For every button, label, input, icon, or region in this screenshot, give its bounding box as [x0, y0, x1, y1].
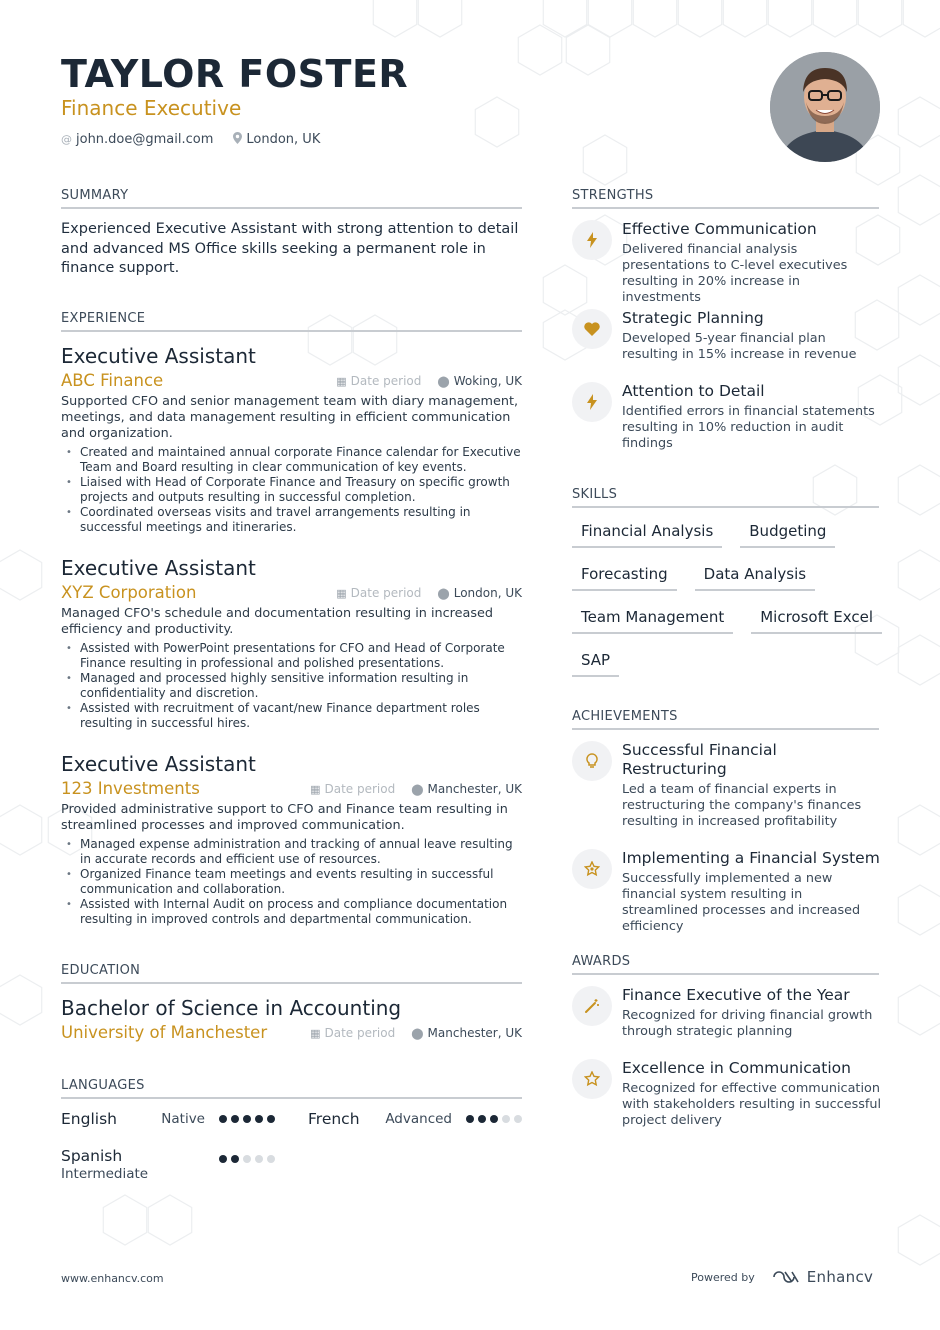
- powered-by: [691, 1268, 873, 1286]
- experience-entry: [61, 555, 522, 731]
- language-item: [308, 1110, 522, 1128]
- job-description: Provided administrative support to CFO and Finance team resulting in streamlined processes and improved communication.: [61, 802, 508, 833]
- candidate-name: TAYLOR FOSTER: [61, 52, 409, 96]
- job-bullet: • Assisted with Internal Audit on process and compliance documentation resulting in improved controls and departmental communication.: [61, 897, 522, 927]
- achievement-item: [572, 849, 882, 935]
- bolt-icon: [572, 220, 612, 260]
- powered-by-text: Powered by: [691, 1270, 755, 1284]
- experience-section-title: EXPERIENCE: [61, 311, 522, 332]
- achievement-item: [572, 741, 882, 830]
- calendar-icon: ▦: [310, 782, 321, 796]
- rating-dot-empty: [514, 1115, 522, 1123]
- skills-list: [572, 518, 882, 677]
- rating-dot-empty: [267, 1155, 275, 1163]
- experience-entry: [61, 751, 522, 927]
- job-bullet: • Assisted with recruitment of vacant/new Finance department roles resulting in successful hires.: [61, 701, 522, 731]
- language-rating: [219, 1115, 275, 1123]
- company-name: ABC Finance: [61, 371, 164, 390]
- job-bullet: • Managed expense administration and tracking of annual leave resulting in accurate records and efficient use of resources.: [61, 837, 522, 867]
- skill-tag: Financial Analysis: [572, 518, 722, 548]
- achievement-desc: Successfully implemented a new financial system resulting in streamlined processes and increased efficiency: [622, 871, 861, 934]
- language-item: [61, 1110, 275, 1128]
- skill-tag: Budgeting: [740, 518, 835, 548]
- job-bullet: • Coordinated overseas visits and travel arrangements resulting in successful meetings and itineraries.: [61, 505, 522, 535]
- language-level: Advanced: [385, 1111, 452, 1127]
- award-item: [572, 986, 882, 1040]
- company-name: XYZ Corporation: [61, 583, 197, 602]
- skill-tag: Microsoft Excel: [751, 604, 882, 634]
- job-bullet: • Managed and processed highly sensitive information resulting in confidentiality and discretion.: [61, 671, 522, 701]
- location-pin-icon: ⬤: [437, 374, 450, 388]
- achievements-section-title: ACHIEVEMENTS: [572, 709, 879, 730]
- job-bullet: • Assisted with PowerPoint presentations for CFO and Head of Corporate Finance resulting in professional and polished presentations.: [61, 641, 522, 671]
- rating-dot-filled: [490, 1115, 498, 1123]
- contact-info: [61, 132, 320, 147]
- skill-tag: Team Management: [572, 604, 733, 634]
- job-description: Managed CFO's schedule and documentation resulting in increased efficiency and productivity.: [61, 606, 494, 637]
- award-desc: Recognized for effective communication with stakeholders resulting in successful project delivery: [622, 1081, 882, 1128]
- job-bullet: • Created and maintained annual corporate Finance calendar for Executive Team and Board resulting in clear communication of key events.: [61, 445, 522, 475]
- awards-section-title: AWARDS: [572, 954, 879, 975]
- strength-item: [572, 382, 882, 452]
- candidate-role: Finance Executive: [61, 96, 242, 120]
- rating-dot-filled: [231, 1115, 239, 1123]
- skill-tag: SAP: [572, 647, 619, 677]
- rating-dot-filled: [231, 1155, 239, 1163]
- rating-dot-filled: [267, 1115, 275, 1123]
- star-badge-icon: [572, 849, 612, 889]
- rating-dot-filled: [478, 1115, 486, 1123]
- job-title: Executive Assistant: [61, 556, 256, 580]
- strength-desc: Identified errors in financial statements resulting in 10% reduction in audit findings: [622, 404, 875, 451]
- star-outline-icon: [572, 1059, 612, 1099]
- summary-section-title: SUMMARY: [61, 188, 522, 209]
- skill-tag: Forecasting: [572, 561, 677, 591]
- bolt-icon: [572, 382, 612, 422]
- job-location: Woking, UK: [453, 373, 522, 388]
- language-item: [61, 1147, 275, 1182]
- job-description: Supported CFO and senior management team with diary management, meetings, and data management resulting in efficient communication and organization.: [61, 394, 519, 441]
- strength-title: Effective Communication: [622, 220, 817, 238]
- experience-entry: [61, 343, 522, 535]
- enhancv-logo-icon: [771, 1270, 801, 1284]
- calendar-icon: ▦: [310, 1026, 321, 1040]
- company-name: 123 Investments: [61, 779, 200, 798]
- strength-title: Attention to Detail: [622, 382, 765, 400]
- strength-item: [572, 309, 882, 363]
- brand-logo[interactable]: [771, 1268, 873, 1286]
- strength-desc: Delivered financial analysis presentations to C-level executives resulting in 20% increase in investments: [622, 242, 848, 305]
- job-title: Executive Assistant: [61, 344, 256, 368]
- rating-dot-filled: [219, 1115, 227, 1123]
- job-location: London, UK: [453, 585, 522, 600]
- job-title: Executive Assistant: [61, 752, 256, 776]
- strength-item: [572, 220, 882, 306]
- education-entry: [61, 995, 522, 1042]
- date-period: Date period: [350, 373, 422, 388]
- job-bullet: • Liaised with Head of Corporate Finance and Treasury on specific growth projects and outputs resulting in successful completion.: [61, 475, 522, 505]
- email-text: john.doe@gmail.com: [76, 132, 214, 147]
- date-period: Date period: [324, 1025, 396, 1040]
- magic-wand-icon: [572, 986, 612, 1026]
- degree-title: Bachelor of Science in Accounting: [61, 996, 402, 1020]
- job-location: Manchester, UK: [427, 781, 522, 796]
- summary-text: Experienced Executive Assistant with strong attention to detail and advanced MS Office skills seeking a permanent role in finance support.: [61, 221, 519, 276]
- achievement-title: Implementing a Financial System: [622, 849, 880, 867]
- brand-name: Enhancv: [806, 1268, 874, 1286]
- job-bullet: • Organized Finance team meetings and events resulting in successful communication and collaboration.: [61, 867, 522, 897]
- language-name: French: [308, 1110, 360, 1128]
- rating-dot-filled: [243, 1115, 251, 1123]
- languages-section-title: LANGUAGES: [61, 1078, 522, 1099]
- rating-dot-filled: [255, 1115, 263, 1123]
- education-section-title: EDUCATION: [61, 963, 522, 984]
- award-item: [572, 1059, 882, 1129]
- language-name: Spanish: [61, 1147, 123, 1165]
- email-contact[interactable]: [61, 132, 213, 147]
- language-level: Native: [161, 1111, 205, 1127]
- language-rating: [466, 1115, 522, 1123]
- rating-dot-filled: [466, 1115, 474, 1123]
- location-pin-icon: ⬤: [411, 1026, 424, 1040]
- language-rating: [219, 1155, 275, 1163]
- achievement-desc: Led a team of financial experts in restructuring the company's finances resulting in increased profitability: [622, 782, 862, 829]
- location-pin-icon: ⬤: [437, 586, 450, 600]
- strength-title: Strategic Planning: [622, 309, 764, 327]
- at-icon: @: [61, 133, 72, 146]
- school-name: University of Manchester: [61, 1023, 268, 1042]
- school-location: Manchester, UK: [427, 1025, 522, 1040]
- profile-photo: [770, 52, 880, 162]
- rating-dot-empty: [243, 1155, 251, 1163]
- strengths-section-title: STRENGTHS: [572, 188, 879, 209]
- location-contact: [233, 132, 320, 147]
- rating-dot-empty: [502, 1115, 510, 1123]
- date-period: Date period: [350, 585, 422, 600]
- location-text: London, UK: [246, 132, 321, 147]
- award-title: Finance Executive of the Year: [622, 986, 850, 1004]
- calendar-icon: ▦: [336, 586, 347, 600]
- website-link[interactable]: www.enhancv.com: [61, 1272, 164, 1285]
- rating-dot-filled: [219, 1155, 227, 1163]
- achievement-title: Successful Financial Restructuring: [622, 741, 777, 778]
- heart-icon: [572, 309, 612, 349]
- skill-tag: Data Analysis: [695, 561, 815, 591]
- language-name: English: [61, 1110, 117, 1128]
- location-pin-icon: ⬤: [411, 782, 424, 796]
- strength-desc: Developed 5-year financial plan resulting in 15% increase in revenue: [622, 331, 857, 362]
- rating-dot-empty: [255, 1155, 263, 1163]
- calendar-icon: ▦: [336, 374, 347, 388]
- lightbulb-icon: [572, 741, 612, 781]
- award-title: Excellence in Communication: [622, 1059, 851, 1077]
- skills-section-title: SKILLS: [572, 487, 879, 508]
- award-desc: Recognized for driving financial growth through strategic planning: [622, 1008, 873, 1039]
- date-period: Date period: [324, 781, 396, 796]
- location-pin-icon: [233, 132, 242, 147]
- language-level: Intermediate: [61, 1166, 149, 1182]
